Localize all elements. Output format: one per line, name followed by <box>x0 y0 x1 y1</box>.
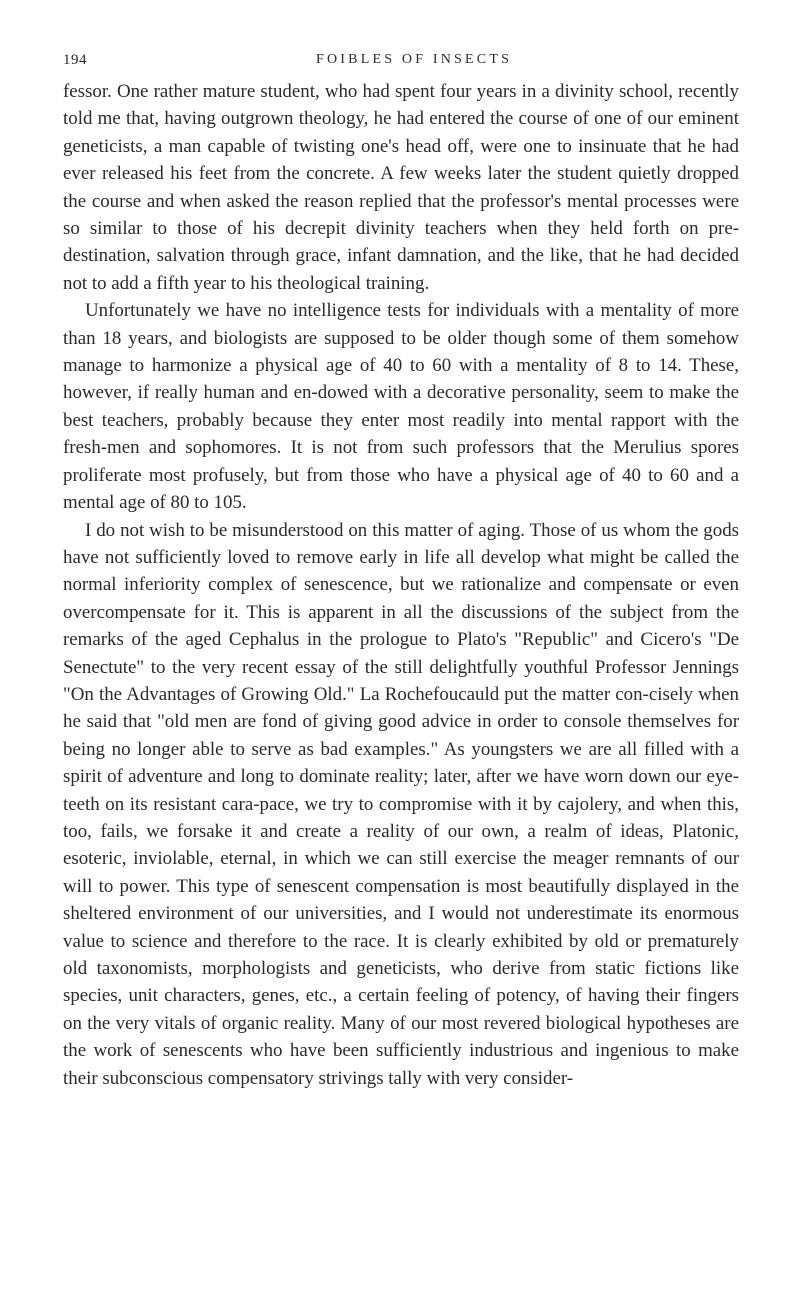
paragraph-intelligence-tests: Unfortunately we have no intelligence tests for individuals with a mentality of more than 18 years, and biologists are supposed to be older though some of them somehow manage to harmonize a physical age of 40 to 60 with a mentality of 8 to 14. These, however, if really human and en-dowed with a decorative personality, seem to make the best teachers, probably because they enter most readily into mental rapport with the fresh-men and sophomores. It is not from such professors that the Merulius spores proliferate most profusely, but from those who have a physical age of 40 to 60 and a mental age of 80 to 105. <box>63 300 739 514</box>
paragraph-aging: I do not wish to be misunderstood on this matter of aging. Those of us whom the gods have not sufficiently loved to remove early in life all develop what might be called the normal inferiority complex of senescence, but we rationalize and compensate or even overcompensate for it. This is apparent in all the discussions of the subject from the remarks of the aged Cephalus in the prologue to Plato's "Republic" and Cicero's "De Senectute" to the very recent essay of the still delightfully youthful Professor Jennings "On the Advantages of Growing Old." La Rochefoucauld put the matter con-cisely when he said that "old men are fond of giving good advice in order to console themselves for being no longer able to serve as bad examples." As youngsters we are all filled with a spirit of adventure and long to dominate reality; later, after we have worn down our eye-teeth on its resistant cara-pace, we try to compromise with it by cajolery, and when this, too, fails, we forsake it and create a reality of our own, a realm of ideas, Platonic, esoteric, inviolable, eternal, in which we can still exercise the meager remnants of our will to power. This type of senescent compensation is most beautifully displayed in the sheltered environment of our universities, and I would not underestimate its enormous value to science and therefore to the race. It is clearly exhibited by old or prematurely old taxonomists, morphologists and geneticists, who derive from static fictions like species, unit characters, genes, etc., a certain feeling of potency, of having their fingers on the very vitals of organic reality. Many of our most revered biological hypotheses are the work of senescents who have been sufficiently industrious and ingenious to make their subconscious compensatory strivings tally with very consider- <box>63 519 739 1089</box>
paragraph-continued: fessor. One rather mature student, who had spent four years in a divinity school, recently told me that, having outgrown theology, he had entered the course of one of our eminent geneticists, a man capable of twisting one's head off, were one to insinuate that he had ever released his feet from the concrete. A few weeks later the student quietly dropped the course and when asked the reason replied that the professor's mental processes were so similar to those of his decrepit divinity teachers when they held forth on pre-destination, salvation through grace, infant damnation, and the like, that he had decided not to add a fifth year to his theological training. <box>63 81 739 294</box>
book-page <box>63 52 739 1092</box>
running-title: FOIBLES OF INSECTS <box>316 52 513 67</box>
body-text <box>63 78 739 1092</box>
page-number: 194 <box>63 52 87 68</box>
running-header <box>63 52 739 78</box>
